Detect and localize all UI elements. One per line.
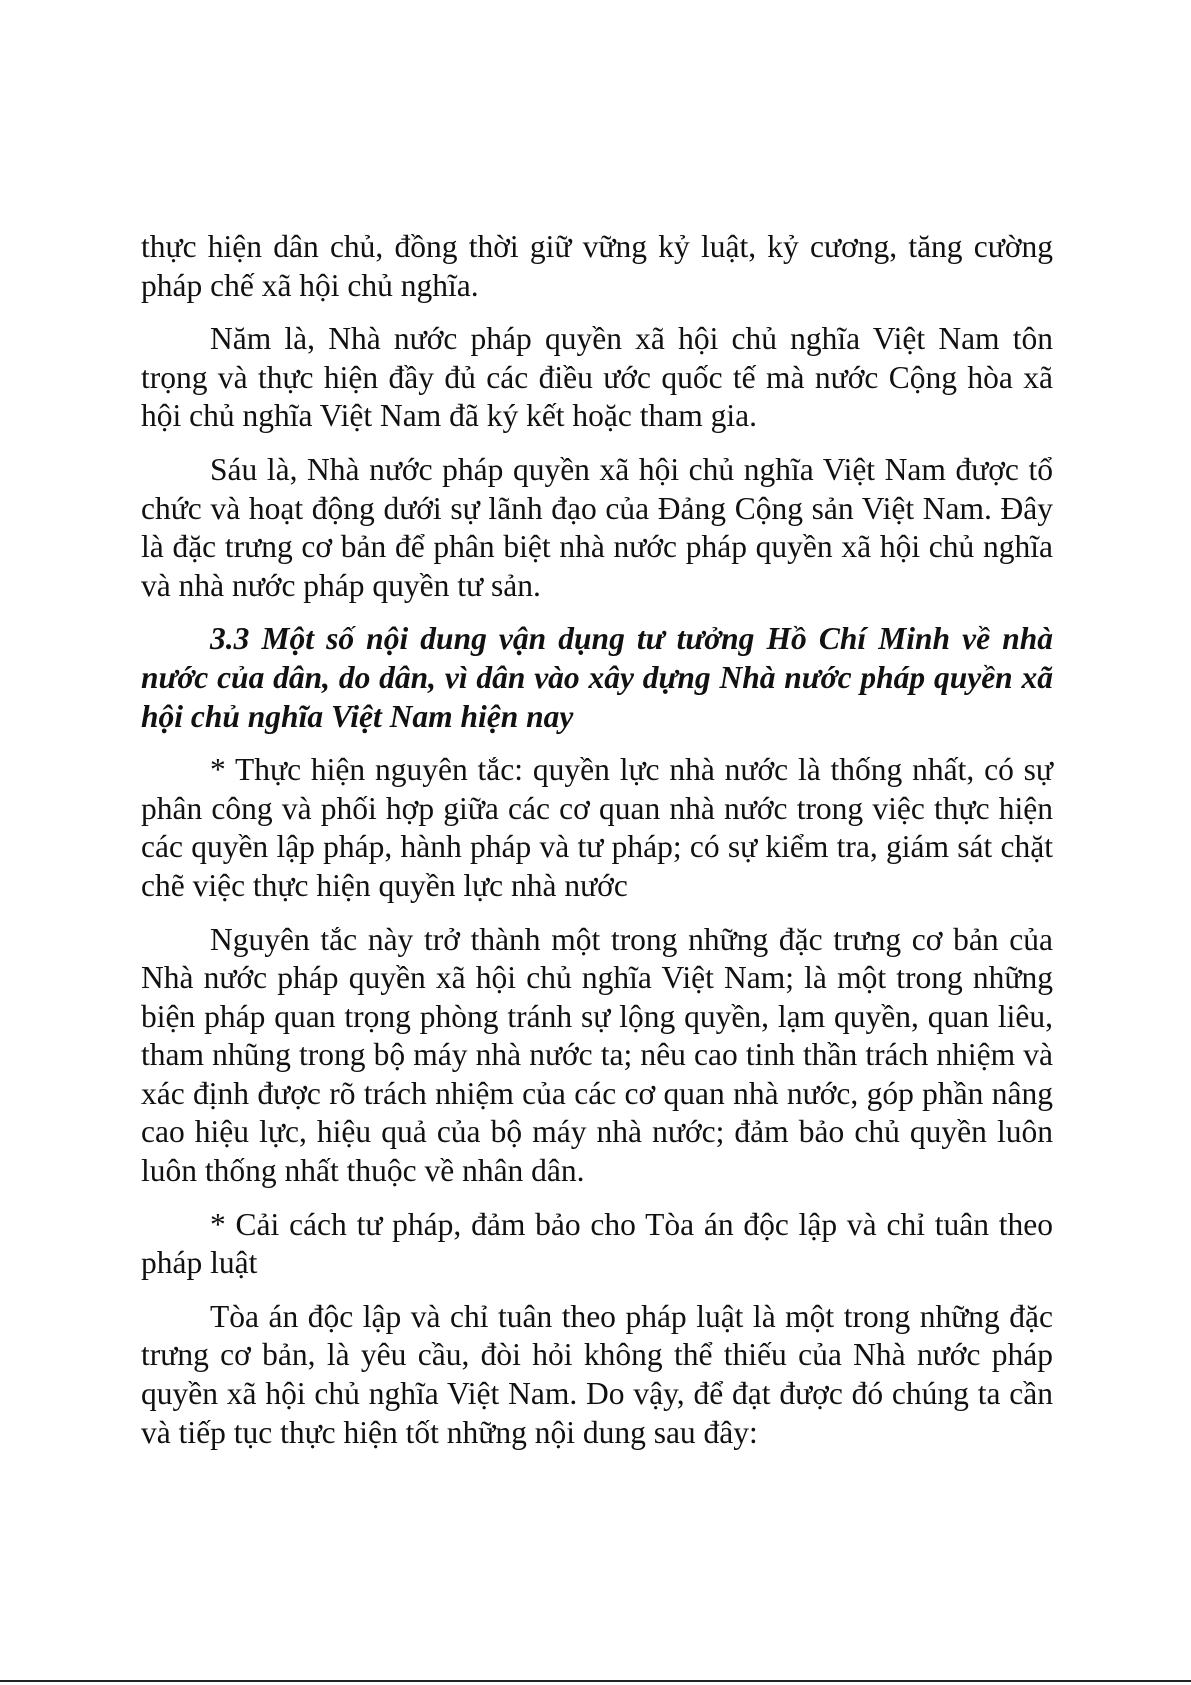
document-page	[141, 228, 1053, 1467]
page-bottom-rule	[0, 1680, 1191, 1682]
paragraph-nam-la: Năm là, Nhà nước pháp quyền xã hội chủ nghĩa Việt Nam tôn trọng và thực hiện đầy đủ các điều ước quốc tế mà nước Cộng hòa xã hội chủ nghĩa Việt Nam đã ký kết hoặc tham gia.	[141, 321, 1053, 434]
paragraph-continuation: thực hiện dân chủ, đồng thời giữ vững kỷ luật, kỷ cương, tăng cường pháp chế xã hội chủ nghĩa.	[141, 229, 1053, 303]
paragraph-principle-heading: * Thực hiện nguyên tắc: quyền lực nhà nước là thống nhất, có sự phân công và phối hợp giữa các cơ quan nhà nước trong việc thực hiện các quyền lập pháp, hành pháp và tư pháp; có sự kiểm tra, giám sát chặt chẽ việc thực hiện quyền lực nhà nước	[141, 752, 1053, 903]
paragraph-principle-body: Nguyên tắc này trở thành một trong những đặc trưng cơ bản của Nhà nước pháp quyền xã hội chủ nghĩa Việt Nam; là một trong những biện pháp quan trọng phòng tránh sự lộng quyền, lạm quyền, quan liêu, tham nhũng trong bộ máy nhà nước ta; nêu cao tinh thần trách nhiệm và xác định được rõ trách nhiệm của các cơ quan nhà nước, góp phần nâng cao hiệu lực, hiệu quả của bộ máy nhà nước; đảm bảo chủ quyền luôn luôn thống nhất thuộc về nhân dân.	[141, 921, 1053, 1189]
paragraph-judicial-reform-body: Tòa án độc lập và chỉ tuân theo pháp luật là một trong những đặc trưng cơ bản, là yêu cầu, đòi hỏi không thể thiếu của Nhà nước pháp quyền xã hội chủ nghĩa Việt Nam. Do vậy, để đạt được đó chúng ta cần và tiếp tục thực hiện tốt những nội dung sau đây:	[141, 1298, 1053, 1450]
paragraph-judicial-reform-heading: * Cải cách tư pháp, đảm bảo cho Tòa án độc lập và chỉ tuân theo pháp luật	[141, 1206, 1053, 1281]
paragraph-sau-la: Sáu là, Nhà nước pháp quyền xã hội chủ nghĩa Việt Nam được tổ chức và hoạt động dưới sự lãnh đạo của Đảng Cộng sản Việt Nam. Đây là đặc trưng cơ bản để phân biệt nhà nước pháp quyền xã hội chủ nghĩa và nhà nước pháp quyền tư sản.	[141, 451, 1053, 603]
section-heading-3-3: 3.3 Một số nội dung vận dụng tư tưởng Hồ Chí Minh về nhà nước của dân, do dân, vì dân vào xây dựng Nhà nước pháp quyền xã hội chủ nghĩa Việt Nam hiện nay	[141, 621, 1053, 734]
